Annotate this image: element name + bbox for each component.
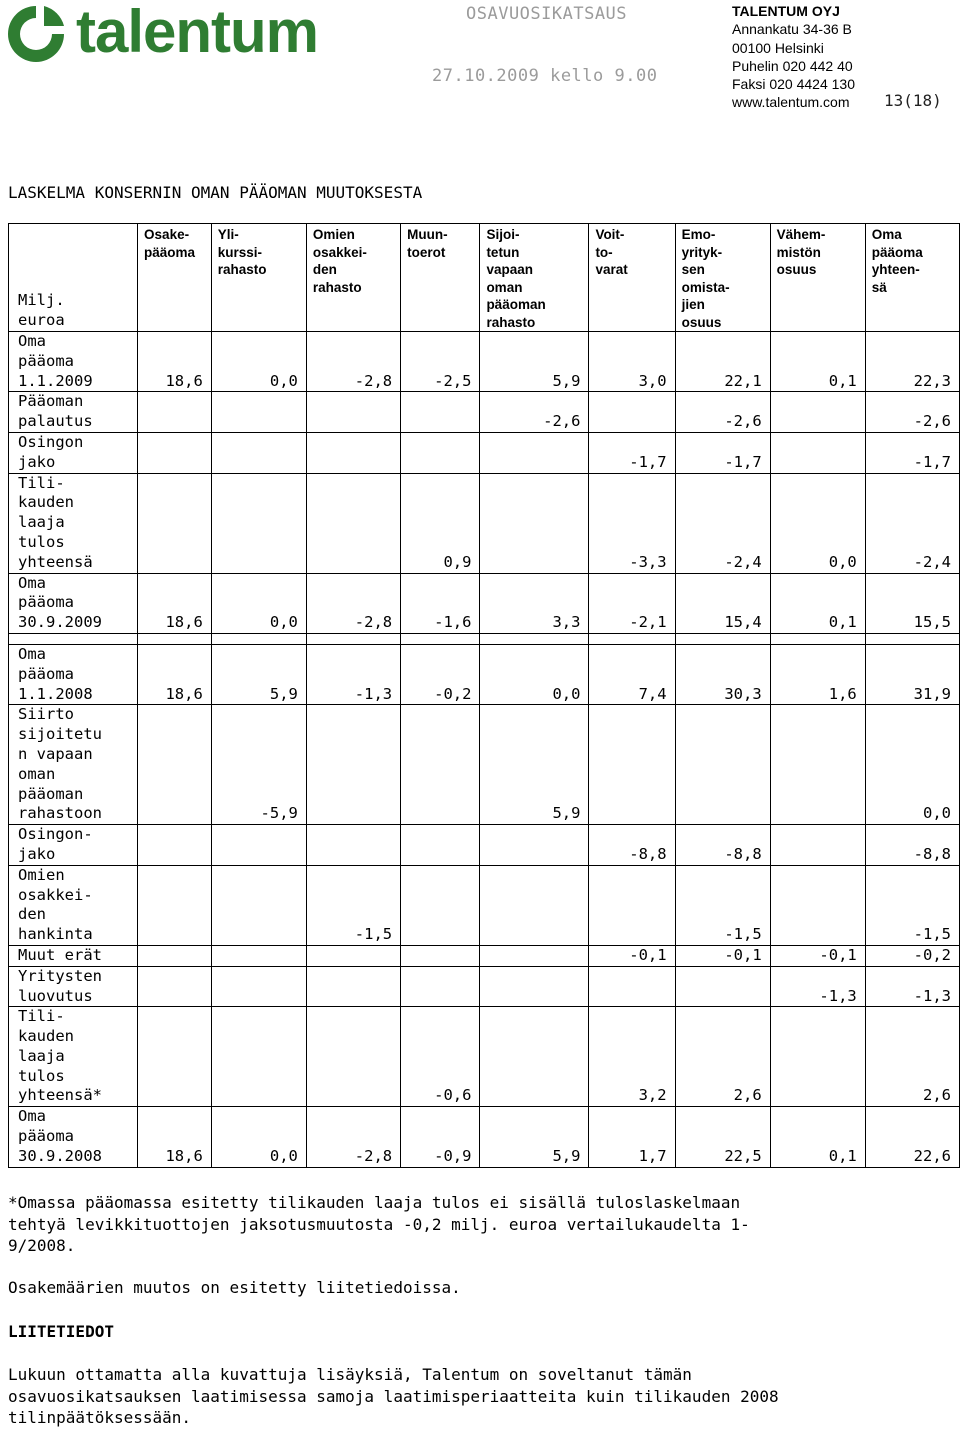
value-cell: -0,1 (675, 945, 770, 966)
section-title: LASKELMA KONSERNIN OMAN PÄÄOMAN MUUTOKSESTA (8, 183, 423, 202)
value-cell: -0,2 (865, 945, 959, 966)
value-cell: 0,9 (401, 473, 480, 573)
value-cell (401, 432, 480, 473)
company-website[interactable]: www.talentum.com (732, 94, 850, 111)
value-cell: 3,3 (480, 573, 589, 633)
row-label: Oma pääoma 30.9.2009 (9, 573, 138, 633)
value-cell: -2,4 (675, 473, 770, 573)
value-cell (211, 825, 306, 866)
table-row (9, 1007, 960, 1107)
talentum-logo (6, 2, 366, 64)
value-cell: -2,6 (865, 392, 959, 433)
value-cell (401, 865, 480, 945)
report-date: 27.10.2009 kello 9.00 (432, 66, 658, 86)
column-header: Oma pääoma yhteen- sä (865, 224, 959, 332)
value-cell (770, 432, 865, 473)
value-cell (770, 705, 865, 825)
value-cell (306, 945, 400, 966)
value-cell: -2,8 (306, 1107, 400, 1167)
value-cell: 3,2 (589, 1007, 675, 1107)
table-row (9, 573, 960, 633)
column-header: Yli- kurssi- rahasto (211, 224, 306, 332)
value-cell: 22,5 (675, 1107, 770, 1167)
table-row (9, 644, 960, 704)
table-row (9, 1107, 960, 1167)
value-cell (770, 392, 865, 433)
value-cell: -8,8 (675, 825, 770, 866)
column-header: Emo- yrityk- sen omista- jien osuus (675, 224, 770, 332)
value-cell: 0,0 (480, 644, 589, 704)
value-cell: -0,6 (401, 1007, 480, 1107)
value-cell (589, 705, 675, 825)
page-number: 13(18) (884, 91, 942, 110)
column-header: Vähem- mistön osuus (770, 224, 865, 332)
value-cell: 5,9 (480, 1107, 589, 1167)
company-fax: Faksi 020 4424 130 (732, 76, 855, 93)
row-label: Yritysten luovutus (9, 966, 138, 1007)
value-cell: -3,3 (589, 473, 675, 573)
value-cell (211, 1007, 306, 1107)
value-cell: 0,1 (770, 1107, 865, 1167)
logo-wordmark: talentum (76, 2, 319, 64)
value-cell: 0,0 (211, 573, 306, 633)
shares-note: Osakemäärien muutos on esitetty liitetiedoissa. (8, 1278, 461, 1297)
value-cell (675, 705, 770, 825)
table-row (9, 332, 960, 392)
value-cell: 18,6 (138, 332, 212, 392)
value-cell (480, 432, 589, 473)
value-cell (211, 432, 306, 473)
table-row (9, 825, 960, 866)
column-header: Omien osakkei- den rahasto (306, 224, 400, 332)
value-cell (211, 392, 306, 433)
table-row (9, 392, 960, 433)
spacer-cell (480, 633, 589, 644)
value-cell (401, 705, 480, 825)
value-cell (211, 865, 306, 945)
value-cell: -2,6 (480, 392, 589, 433)
value-cell: -0,2 (401, 644, 480, 704)
row-label: Oma pääoma 30.9.2008 (9, 1107, 138, 1167)
company-phone: Puhelin 020 442 40 (732, 57, 853, 74)
table-row (9, 945, 960, 966)
value-cell (138, 966, 212, 1007)
value-cell: 0,0 (211, 332, 306, 392)
value-cell: -1,7 (865, 432, 959, 473)
value-cell: 30,3 (675, 644, 770, 704)
value-cell: -2,1 (589, 573, 675, 633)
value-cell: 0,0 (211, 1107, 306, 1167)
value-cell: -2,8 (306, 332, 400, 392)
value-cell: 15,4 (675, 573, 770, 633)
value-cell (306, 432, 400, 473)
value-cell (480, 1007, 589, 1107)
spacer-cell (589, 633, 675, 644)
row-label: Tili- kauden laaja tulos yhteensä* (9, 1007, 138, 1107)
value-cell: 1,6 (770, 644, 865, 704)
table-spacer-row (9, 633, 960, 644)
value-cell: -1,5 (865, 865, 959, 945)
value-cell (480, 825, 589, 866)
value-cell: 5,9 (480, 705, 589, 825)
value-cell: -2,4 (865, 473, 959, 573)
value-cell (480, 966, 589, 1007)
value-cell: 0,1 (770, 332, 865, 392)
spacer-cell (138, 633, 212, 644)
value-cell: 3,0 (589, 332, 675, 392)
value-cell: 5,9 (211, 644, 306, 704)
value-cell: -0,9 (401, 1107, 480, 1167)
value-cell (589, 966, 675, 1007)
value-cell: 22,1 (675, 332, 770, 392)
value-cell: -2,6 (675, 392, 770, 433)
value-cell (401, 945, 480, 966)
value-cell: 0,0 (770, 473, 865, 573)
column-header: Voit- to- varat (589, 224, 675, 332)
spacer-cell (306, 633, 400, 644)
value-cell (138, 392, 212, 433)
company-name: TALENTUM OYJ (732, 3, 840, 19)
column-header: Sijoi- tetun vapaan oman pääoman rahasto (480, 224, 589, 332)
footnote: *Omassa pääomassa esitetty tilikauden laaja tulos ei sisällä tuloslaskelmaan tehtyä levikkituottojen jaksotusmuutosta -0,2 milj. euroa vertailukaudelta 1- 9/2008. (8, 1193, 750, 1255)
spacer-cell (770, 633, 865, 644)
table-row (9, 705, 960, 825)
value-cell: 1,7 (589, 1107, 675, 1167)
value-cell: 2,6 (865, 1007, 959, 1107)
value-cell (306, 1007, 400, 1107)
value-cell (138, 1007, 212, 1107)
report-title: OSAVUOSIKATSAUS (466, 4, 628, 24)
column-header: Osake- pääoma (138, 224, 212, 332)
value-cell (306, 825, 400, 866)
value-cell: 7,4 (589, 644, 675, 704)
value-cell (589, 865, 675, 945)
logo-mark-icon (8, 6, 64, 62)
value-cell (401, 825, 480, 866)
value-cell: 22,6 (865, 1107, 959, 1167)
value-cell (480, 473, 589, 573)
company-address-city: 00100 Helsinki (732, 39, 824, 56)
table-header-row (9, 224, 960, 332)
liitetiedot-heading: LIITETIEDOT (8, 1322, 114, 1341)
value-cell (211, 945, 306, 966)
value-cell: -0,1 (589, 945, 675, 966)
value-cell: 18,6 (138, 1107, 212, 1167)
value-cell: 0,1 (770, 573, 865, 633)
table-row (9, 966, 960, 1007)
unit-label: Milj. euroa (9, 224, 138, 332)
spacer-cell (401, 633, 480, 644)
value-cell (138, 432, 212, 473)
value-cell: -1,6 (401, 573, 480, 633)
value-cell (480, 945, 589, 966)
equity-changes-table (8, 223, 960, 1168)
value-cell: -2,8 (306, 573, 400, 633)
spacer-cell (675, 633, 770, 644)
row-label: Tili- kauden laaja tulos yhteensä (9, 473, 138, 573)
value-cell: -8,8 (589, 825, 675, 866)
value-cell: 31,9 (865, 644, 959, 704)
value-cell: 22,3 (865, 332, 959, 392)
value-cell (589, 392, 675, 433)
spacer-cell (9, 633, 138, 644)
company-info (732, 2, 855, 112)
value-cell (306, 392, 400, 433)
value-cell: -1,7 (675, 432, 770, 473)
value-cell: -1,5 (675, 865, 770, 945)
value-cell (138, 865, 212, 945)
value-cell: 15,5 (865, 573, 959, 633)
accounting-basis-note: Lukuun ottamatta alla kuvattuja lisäyksiä, Talentum on soveltanut tämän osavuosikatsauksen laatimisessa samoja laatimisperiaatteita kuin tilikauden 2008 tilinpäätöksessään. (8, 1365, 779, 1427)
value-cell (211, 966, 306, 1007)
row-label: Siirto sijoitetu n vapaan oman pääoman rahastoon (9, 705, 138, 825)
value-cell (401, 966, 480, 1007)
row-label: Osingon- jako (9, 825, 138, 866)
value-cell: 5,9 (480, 332, 589, 392)
spacer-cell (211, 633, 306, 644)
value-cell (770, 865, 865, 945)
value-cell (480, 865, 589, 945)
value-cell: -1,3 (865, 966, 959, 1007)
value-cell (770, 1007, 865, 1107)
row-label: Osingon jako (9, 432, 138, 473)
row-label: Omien osakkei- den hankinta (9, 865, 138, 945)
value-cell (770, 825, 865, 866)
value-cell (675, 966, 770, 1007)
value-cell (211, 473, 306, 573)
spacer-cell (865, 633, 959, 644)
table-row (9, 865, 960, 945)
value-cell: 18,6 (138, 644, 212, 704)
value-cell (138, 945, 212, 966)
row-label: Oma pääoma 1.1.2008 (9, 644, 138, 704)
value-cell (138, 705, 212, 825)
row-label: Muut erät (9, 945, 138, 966)
value-cell: -1,7 (589, 432, 675, 473)
row-label: Pääoman palautus (9, 392, 138, 433)
value-cell (306, 705, 400, 825)
value-cell: -2,5 (401, 332, 480, 392)
value-cell (401, 392, 480, 433)
value-cell: -8,8 (865, 825, 959, 866)
value-cell (306, 473, 400, 573)
value-cell: 18,6 (138, 573, 212, 633)
value-cell (306, 966, 400, 1007)
value-cell: 2,6 (675, 1007, 770, 1107)
value-cell: -0,1 (770, 945, 865, 966)
value-cell (138, 473, 212, 573)
value-cell (138, 825, 212, 866)
column-header: Muun- toerot (401, 224, 480, 332)
value-cell: -1,3 (306, 644, 400, 704)
value-cell: -5,9 (211, 705, 306, 825)
table-row (9, 473, 960, 573)
company-address-street: Annankatu 34-36 B (732, 21, 852, 38)
value-cell: -1,5 (306, 865, 400, 945)
value-cell: -1,3 (770, 966, 865, 1007)
table-row (9, 432, 960, 473)
row-label: Oma pääoma 1.1.2009 (9, 332, 138, 392)
value-cell: 0,0 (865, 705, 959, 825)
